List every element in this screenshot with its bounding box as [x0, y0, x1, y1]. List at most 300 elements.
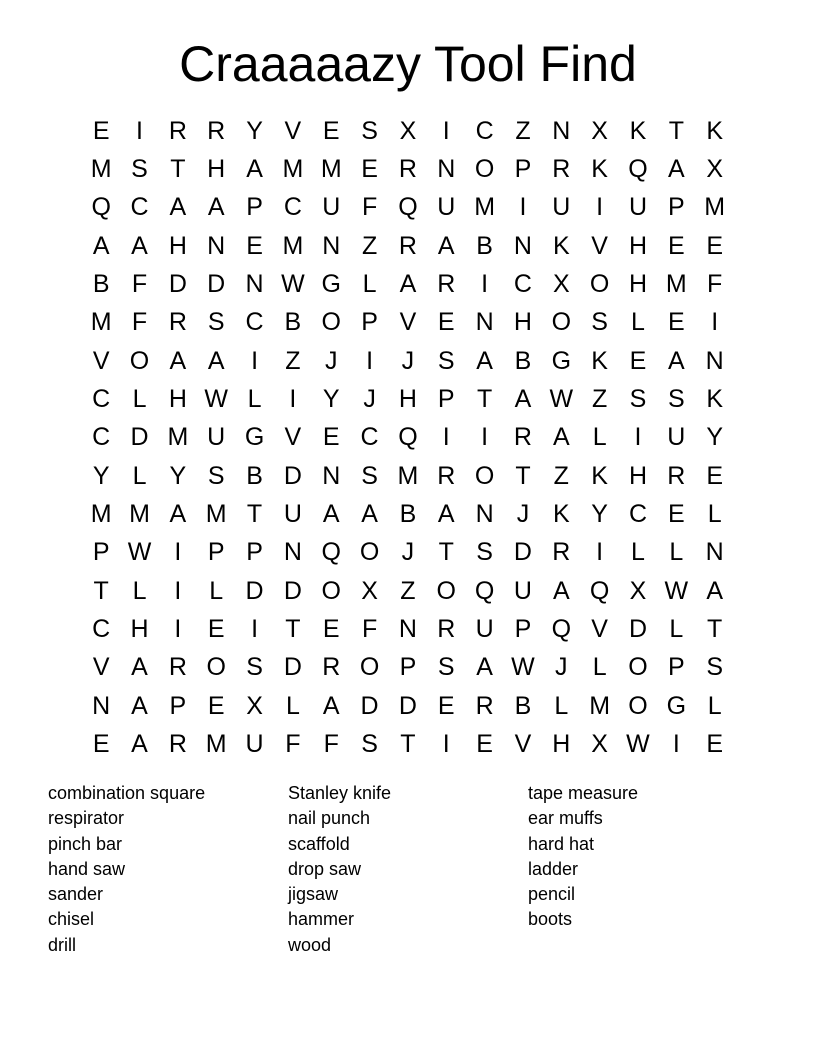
word-list-item: hard hat [528, 833, 595, 854]
grid-cell[interactable]: I [251, 346, 259, 375]
grid-cell[interactable]: U [513, 576, 532, 605]
grid-cell[interactable]: T [515, 461, 531, 490]
grid-cell[interactable]: L [631, 538, 645, 567]
grid-cell[interactable]: A [169, 346, 187, 375]
grid-cell[interactable]: I [289, 385, 297, 414]
grid-cell[interactable]: O [589, 270, 610, 299]
grid-cell[interactable]: D [628, 615, 648, 644]
grid-cell[interactable]: A [476, 653, 493, 682]
grid-cell[interactable]: P [667, 653, 685, 682]
grid-cell[interactable]: B [476, 231, 493, 260]
grid-cell[interactable]: N [322, 461, 341, 490]
grid-cell[interactable]: S [629, 385, 647, 414]
grid-cell[interactable]: A [131, 691, 148, 720]
grid-cell[interactable]: Y [322, 385, 340, 414]
grid-cell[interactable]: A [169, 193, 187, 222]
grid-cell[interactable]: P [361, 308, 378, 337]
grid-cell[interactable]: R [168, 116, 187, 145]
grid-cell[interactable]: B [514, 346, 532, 375]
grid-cell[interactable]: R [437, 270, 456, 299]
grid-cell[interactable]: M [129, 500, 150, 529]
grid-cell[interactable]: T [246, 500, 263, 529]
grid-cell[interactable]: Q [589, 576, 610, 605]
grid-cell[interactable]: R [398, 155, 417, 184]
grid-cell[interactable]: L [209, 576, 224, 605]
grid-cell[interactable]: D [207, 270, 226, 299]
grid-cell[interactable]: I [519, 193, 527, 222]
grid-cell[interactable]: O [628, 691, 648, 720]
grid-cell[interactable]: E [92, 730, 110, 759]
grid-cell[interactable]: O [551, 308, 572, 337]
grid-cell[interactable]: M [665, 270, 687, 299]
grid-cell[interactable]: O [359, 538, 380, 567]
grid-cell[interactable]: A [131, 653, 148, 682]
grid-cell[interactable]: D [245, 576, 264, 605]
grid-cell[interactable]: M [282, 231, 304, 260]
grid-cell[interactable]: X [246, 691, 263, 720]
grid-cell[interactable]: N [92, 691, 111, 720]
grid-cell[interactable]: L [554, 691, 569, 720]
grid-cell[interactable]: I [174, 538, 182, 567]
grid-cell[interactable]: G [551, 346, 572, 375]
grid-cell[interactable]: A [169, 500, 187, 529]
grid-cell[interactable]: Y [246, 116, 263, 145]
grid-cell[interactable]: M [474, 193, 496, 222]
grid-cell[interactable]: B [399, 500, 417, 529]
grid-cell[interactable]: Q [398, 193, 418, 222]
grid-cell[interactable]: O [129, 346, 150, 375]
word-list-item: ear muffs [528, 808, 603, 829]
grid-cell[interactable]: G [666, 691, 687, 720]
grid-cell[interactable]: K [591, 461, 608, 490]
grid-cell[interactable]: I [251, 615, 259, 644]
grid-cell[interactable]: A [246, 155, 263, 184]
grid-cell[interactable]: I [136, 116, 143, 145]
grid-cell[interactable]: N [475, 308, 494, 337]
grid-cell[interactable]: T [476, 385, 493, 414]
grid-cell[interactable]: W [549, 385, 574, 414]
grid-cell[interactable]: O [206, 653, 226, 682]
word-list-item: wood [288, 934, 332, 955]
grid-cell[interactable]: U [552, 193, 571, 222]
grid-cell[interactable]: I [672, 730, 680, 759]
grid-row [82, 342, 734, 380]
grid-cell[interactable]: T [285, 615, 301, 644]
grid-cell[interactable]: F [707, 270, 723, 299]
grid-cell[interactable]: A [322, 691, 340, 720]
grid-cell[interactable]: S [361, 461, 378, 490]
grid-cell[interactable]: W [127, 538, 152, 567]
grid-cell[interactable]: Q [91, 193, 111, 222]
grid-cell[interactable]: K [706, 385, 724, 414]
grid-cell[interactable]: S [131, 155, 148, 184]
grid-cell[interactable]: J [324, 346, 338, 375]
grid-cell[interactable]: V [284, 116, 302, 145]
grid-cell[interactable]: K [552, 500, 570, 529]
grid-cell[interactable]: M [205, 730, 227, 759]
grid-cell[interactable]: T [93, 576, 109, 605]
grid-cell[interactable]: W [626, 730, 650, 759]
grid-cell[interactable]: H [398, 385, 417, 414]
grid-cell[interactable]: E [476, 730, 493, 759]
grid-cell[interactable]: H [130, 615, 149, 644]
grid-cell[interactable]: X [629, 576, 647, 605]
grid-cell[interactable]: V [591, 615, 608, 644]
grid-cell[interactable]: Z [285, 346, 301, 375]
grid-cell[interactable]: L [592, 423, 607, 452]
grid-cell[interactable]: J [401, 346, 415, 375]
grid-cell[interactable]: U [667, 423, 686, 452]
grid-cell[interactable]: X [399, 116, 417, 145]
grid-cell[interactable]: V [591, 231, 608, 260]
grid-cell[interactable]: D [513, 538, 532, 567]
grid-cell[interactable]: J [363, 385, 376, 414]
grid-cell[interactable]: D [360, 691, 379, 720]
grid-cell[interactable]: P [246, 538, 263, 567]
grid-cell[interactable]: D [283, 461, 302, 490]
grid-cell[interactable]: N [437, 155, 456, 184]
grid-cell[interactable]: Z [400, 576, 416, 605]
grid-cell[interactable]: S [476, 538, 493, 567]
grid-cell[interactable]: P [169, 691, 187, 720]
grid-cell[interactable]: U [283, 500, 302, 529]
grid-cell[interactable]: P [207, 538, 225, 567]
grid-cell[interactable]: R [552, 155, 571, 184]
grid-cell[interactable]: Z [592, 385, 608, 414]
word-list-item: nail punch [288, 808, 371, 829]
grid-cell[interactable]: W [664, 576, 689, 605]
grid-cell[interactable]: I [174, 615, 182, 644]
grid-cell[interactable]: I [174, 576, 182, 605]
grid-cell[interactable]: Q [474, 576, 495, 605]
grid-cell[interactable]: N [475, 500, 494, 529]
grid-cell[interactable]: D [398, 691, 417, 720]
grid-cell[interactable]: N [398, 615, 417, 644]
grid-cell[interactable]: A [361, 500, 378, 529]
grid-cell[interactable]: G [321, 270, 341, 299]
grid-cell[interactable]: Y [706, 423, 724, 452]
grid-cell[interactable]: R [437, 615, 456, 644]
grid-cell[interactable]: O [321, 308, 341, 337]
grid-cell[interactable]: H [513, 308, 532, 337]
grid-cell[interactable]: M [397, 461, 419, 490]
grid-cell[interactable]: S [591, 308, 608, 337]
grid-cell[interactable]: V [92, 653, 110, 682]
grid-cell[interactable]: X [706, 155, 724, 184]
grid-cell[interactable]: F [131, 308, 148, 337]
grid-cell[interactable]: Q [321, 538, 341, 567]
grid-cell[interactable]: O [628, 653, 648, 682]
grid-cell[interactable]: H [628, 461, 648, 490]
grid-cell[interactable]: E [361, 155, 378, 184]
grid-cell[interactable]: Z [553, 461, 569, 490]
grid-cell[interactable]: U [628, 193, 648, 222]
grid-cell[interactable]: S [437, 653, 455, 682]
grid-cell[interactable]: N [705, 538, 724, 567]
grid-cell[interactable]: O [474, 461, 495, 490]
grid-cell[interactable]: L [707, 500, 722, 529]
grid-cell[interactable]: S [246, 653, 263, 682]
grid-cell[interactable]: O [436, 576, 456, 605]
grid-cell[interactable]: Q [551, 615, 572, 644]
grid-cell[interactable]: T [707, 615, 723, 644]
grid-cell[interactable]: A [552, 576, 570, 605]
grid-cell[interactable]: X [591, 730, 608, 759]
grid-cell[interactable]: E [437, 308, 455, 337]
grid-cell[interactable]: X [552, 270, 570, 299]
grid-row [82, 572, 734, 610]
grid-cell[interactable]: A [552, 423, 570, 452]
grid-cell[interactable]: H [168, 231, 187, 260]
grid-cell[interactable]: A [92, 231, 110, 260]
grid-cell[interactable]: O [321, 576, 341, 605]
grid-cell[interactable]: A [514, 385, 532, 414]
grid-cell[interactable]: S [361, 730, 378, 759]
grid-cell[interactable]: A [437, 500, 455, 529]
grid-cell[interactable]: V [514, 730, 532, 759]
grid-cell[interactable]: D [283, 576, 302, 605]
grid-cell[interactable]: C [513, 270, 532, 299]
grid-row [82, 610, 734, 648]
grid-cell[interactable]: Y [92, 461, 110, 490]
grid-cell[interactable]: R [667, 461, 686, 490]
grid-cell[interactable]: E [706, 730, 724, 759]
grid-cell[interactable]: F [131, 270, 148, 299]
grid-cell[interactable]: R [322, 653, 341, 682]
grid-cell[interactable]: W [204, 385, 228, 414]
grid-cell[interactable]: D [168, 270, 187, 299]
grid-cell[interactable]: L [132, 461, 147, 490]
grid-cell[interactable]: E [706, 231, 724, 260]
grid-cell[interactable]: E [92, 116, 110, 145]
grid-cell[interactable]: N [322, 231, 341, 260]
grid-cell[interactable]: R [168, 308, 187, 337]
grid-cell[interactable]: M [90, 308, 112, 337]
grid-cell[interactable]: H [168, 385, 187, 414]
grid-cell[interactable]: C [360, 423, 379, 452]
grid-cell[interactable]: R [207, 116, 226, 145]
grid-cell[interactable]: U [437, 193, 456, 222]
grid-cell[interactable]: C [283, 193, 302, 222]
grid-cell[interactable]: I [596, 193, 604, 222]
grid-cell[interactable]: A [667, 346, 685, 375]
grid-cell[interactable]: M [90, 155, 112, 184]
grid-cell[interactable]: H [552, 730, 571, 759]
grid-cell[interactable]: E [706, 461, 724, 490]
grid-cell[interactable]: K [706, 116, 724, 145]
grid-cell[interactable]: I [442, 423, 450, 452]
grid-cell[interactable]: N [207, 231, 226, 260]
grid-cell[interactable]: L [707, 691, 722, 720]
grid-cell[interactable]: B [246, 461, 263, 490]
grid-cell[interactable]: R [513, 423, 532, 452]
grid-cell[interactable]: A [131, 231, 148, 260]
grid-cell[interactable]: K [591, 155, 608, 184]
grid-cell[interactable]: I [481, 270, 489, 299]
grid-cell[interactable]: I [442, 730, 450, 759]
grid-cell[interactable]: J [555, 653, 568, 682]
grid-cell[interactable]: N [705, 346, 724, 375]
grid-cell[interactable]: R [475, 691, 494, 720]
grid-cell[interactable]: K [629, 116, 647, 145]
grid-cell[interactable]: L [132, 576, 147, 605]
grid-cell[interactable]: I [442, 116, 450, 145]
grid-cell[interactable]: E [667, 231, 685, 260]
grid-cell[interactable]: L [669, 538, 684, 567]
page-title: Craaaaazy Tool Find [179, 36, 637, 92]
grid-cell[interactable]: A [399, 270, 417, 299]
grid-cell[interactable]: R [398, 231, 417, 260]
grid-cell[interactable]: A [131, 730, 148, 759]
grid-cell[interactable]: S [437, 346, 455, 375]
grid-cell[interactable]: E [667, 308, 685, 337]
grid-row [82, 150, 734, 188]
grid-cell[interactable]: E [207, 691, 225, 720]
grid-cell[interactable]: N [283, 538, 302, 567]
grid-cell[interactable]: A [207, 346, 225, 375]
grid-cell[interactable]: Z [515, 116, 531, 145]
grid-cell[interactable]: C [475, 116, 494, 145]
grid-cell[interactable]: B [92, 270, 110, 299]
grid-cell[interactable]: N [552, 116, 571, 145]
grid-cell[interactable]: C [130, 193, 149, 222]
grid-cell[interactable]: Q [628, 155, 648, 184]
grid-cell[interactable]: F [323, 730, 339, 759]
grid-cell[interactable]: M [704, 193, 726, 222]
grid-cell[interactable]: V [284, 423, 302, 452]
grid-cell[interactable]: P [514, 615, 532, 644]
grid-cell[interactable]: E [322, 615, 340, 644]
grid-cell[interactable]: F [361, 193, 378, 222]
grid-cell[interactable]: M [205, 500, 227, 529]
grid-cell[interactable]: S [706, 653, 724, 682]
grid-cell[interactable]: C [628, 500, 648, 529]
grid-cell[interactable]: M [167, 423, 189, 452]
grid-cell[interactable]: W [281, 270, 305, 299]
grid-cell[interactable]: U [245, 730, 264, 759]
grid-cell[interactable]: I [596, 538, 604, 567]
grid-cell[interactable]: T [170, 155, 186, 184]
grid-cell[interactable]: A [437, 231, 455, 260]
grid-cell[interactable]: P [437, 385, 455, 414]
grid-cell[interactable]: I [481, 423, 489, 452]
grid-cell[interactable]: E [667, 500, 685, 529]
grid-cell[interactable]: F [285, 730, 301, 759]
grid-cell[interactable]: I [366, 346, 374, 375]
grid-cell[interactable]: U [322, 193, 341, 222]
grid-cell[interactable]: B [284, 308, 302, 337]
grid-cell[interactable]: Y [591, 500, 608, 529]
grid-cell[interactable]: R [552, 538, 571, 567]
word-list-item: Stanley knife [288, 783, 392, 803]
grid-cell[interactable]: L [631, 308, 645, 337]
grid-cell[interactable]: M [282, 155, 304, 184]
grid-cell[interactable]: E [629, 346, 647, 375]
grid-cell[interactable]: C [245, 308, 264, 337]
grid-cell[interactable]: Y [169, 461, 187, 490]
grid-cell[interactable]: Z [361, 231, 378, 260]
grid-cell[interactable]: P [667, 193, 685, 222]
word-list-item: drop saw [288, 858, 362, 879]
grid-cell[interactable]: H [628, 270, 648, 299]
grid-cell[interactable]: E [207, 615, 225, 644]
grid-cell[interactable]: J [516, 500, 530, 529]
grid-cell[interactable]: T [400, 730, 416, 759]
grid-cell[interactable]: X [361, 576, 378, 605]
grid-cell[interactable]: E [322, 423, 340, 452]
grid-cell[interactable]: S [667, 385, 685, 414]
grid-cell[interactable]: P [246, 193, 263, 222]
grid-cell[interactable]: M [589, 691, 611, 720]
grid-cell[interactable]: P [92, 538, 110, 567]
grid-cell[interactable]: A [322, 500, 340, 529]
grid-cell[interactable]: W [511, 653, 535, 682]
grid-cell[interactable]: R [437, 461, 456, 490]
grid-cell[interactable]: S [207, 308, 225, 337]
grid-cell[interactable]: B [514, 691, 532, 720]
grid-cell[interactable]: O [474, 155, 495, 184]
grid-cell[interactable]: E [322, 116, 340, 145]
grid-cell[interactable]: M [90, 500, 112, 529]
grid-cell[interactable]: O [359, 653, 380, 682]
grid-cell[interactable]: A [667, 155, 685, 184]
grid-cell[interactable]: L [132, 385, 147, 414]
grid-cell[interactable]: A [476, 346, 493, 375]
grid-cell[interactable]: N [245, 270, 264, 299]
grid-cell[interactable]: T [438, 538, 454, 567]
grid-cell[interactable]: P [514, 155, 532, 184]
grid-cell[interactable]: I [634, 423, 642, 452]
grid-cell[interactable]: L [592, 653, 607, 682]
grid-cell[interactable]: F [361, 615, 378, 644]
grid-cell[interactable]: N [513, 231, 532, 260]
grid-cell[interactable]: S [361, 116, 378, 145]
grid-cell[interactable]: U [207, 423, 226, 452]
grid-cell[interactable]: D [130, 423, 149, 452]
grid-cell[interactable]: T [668, 116, 684, 145]
grid-cell[interactable]: L [285, 691, 300, 720]
grid-cell[interactable]: K [552, 231, 570, 260]
grid-cell[interactable]: S [207, 461, 225, 490]
grid-cell[interactable]: V [399, 308, 417, 337]
grid-cell[interactable]: E [246, 231, 263, 260]
grid-cell[interactable]: G [244, 423, 265, 452]
grid-cell[interactable]: P [399, 653, 417, 682]
grid-cell[interactable]: L [362, 270, 377, 299]
grid-cell[interactable]: C [92, 615, 111, 644]
grid-cell[interactable]: V [92, 346, 110, 375]
grid-cell[interactable]: A [207, 193, 225, 222]
grid-cell[interactable]: R [168, 653, 187, 682]
grid-cell[interactable]: R [168, 730, 187, 759]
grid-cell[interactable]: D [283, 653, 302, 682]
grid-cell[interactable]: M [320, 155, 342, 184]
grid-cell[interactable]: A [706, 576, 724, 605]
grid-cell[interactable]: I [711, 308, 719, 337]
grid-cell[interactable]: K [591, 346, 608, 375]
grid-cell[interactable]: C [92, 385, 111, 414]
grid-cell[interactable]: J [401, 538, 415, 567]
grid-cell[interactable]: C [92, 423, 111, 452]
grid-cell[interactable]: X [591, 116, 608, 145]
grid-cell[interactable]: H [628, 231, 648, 260]
grid-cell[interactable]: Q [398, 423, 418, 452]
grid-cell[interactable]: L [247, 385, 262, 414]
grid-cell[interactable]: H [207, 155, 226, 184]
grid-cell[interactable]: E [437, 691, 455, 720]
grid-cell[interactable]: L [669, 615, 684, 644]
grid-cell[interactable]: U [475, 615, 494, 644]
